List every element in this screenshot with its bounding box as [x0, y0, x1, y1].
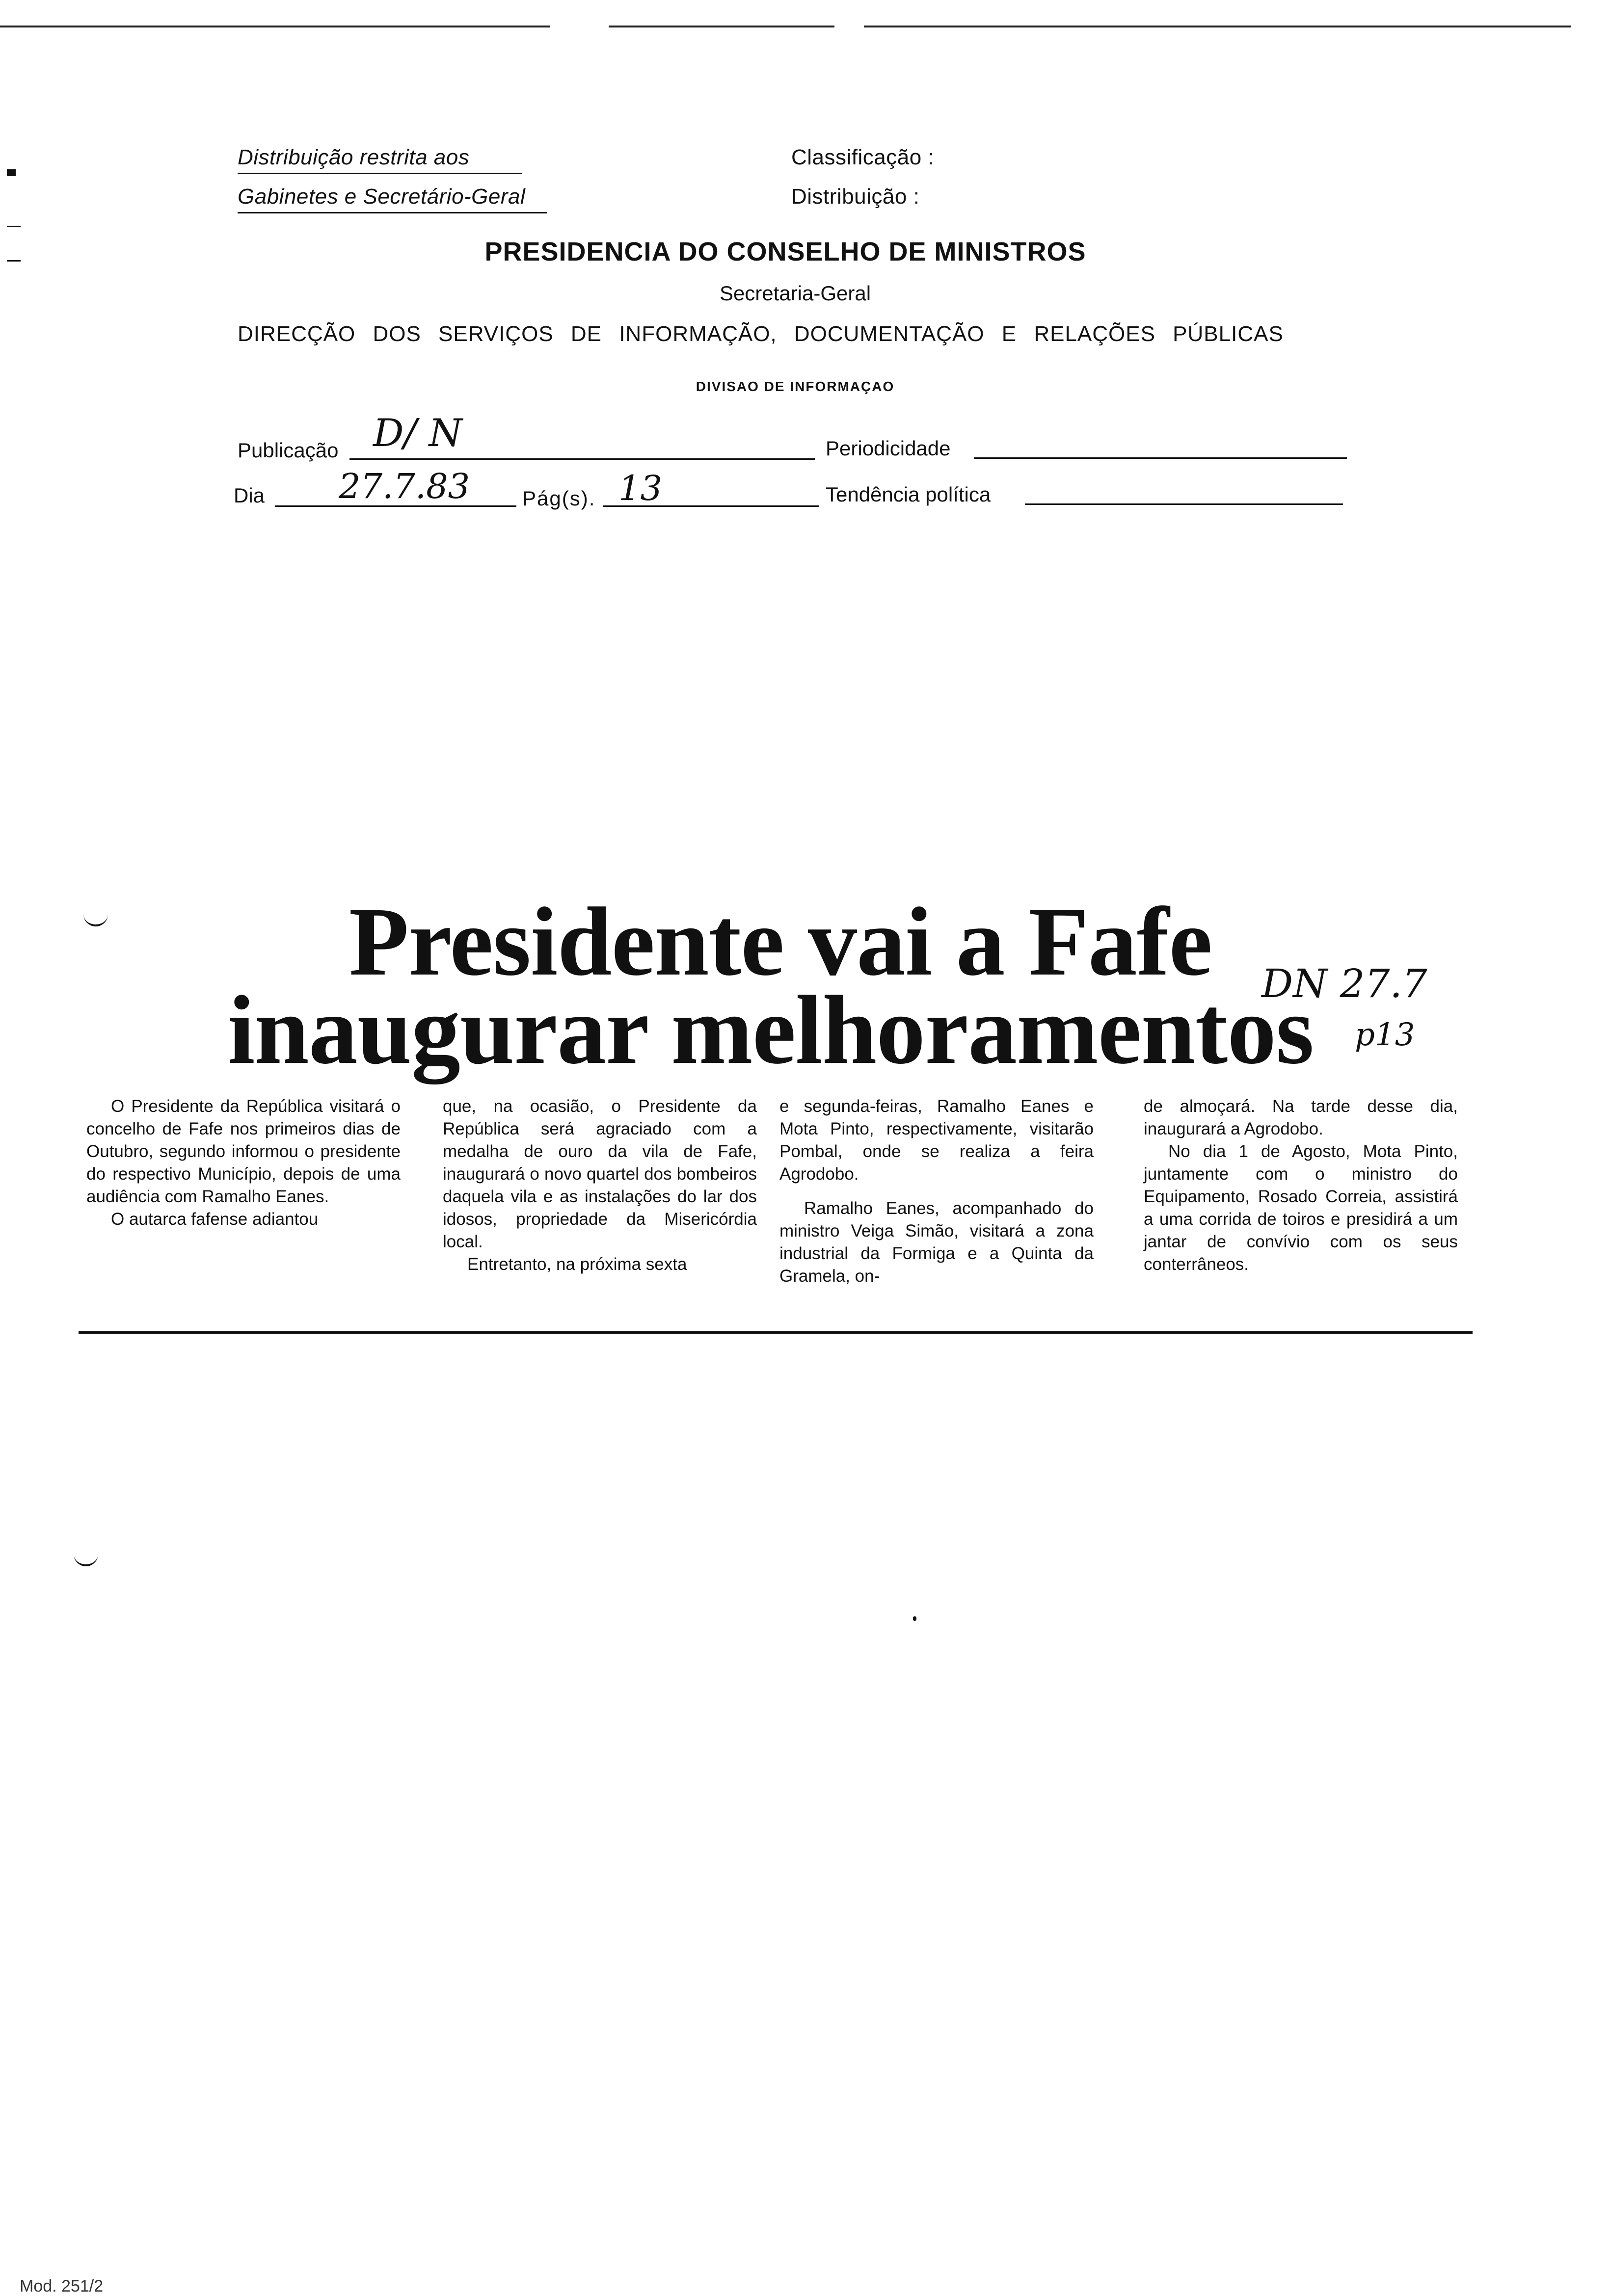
- publicacao-line[interactable]: [349, 458, 815, 460]
- tendencia-label: Tendência política: [826, 483, 991, 506]
- classificacao-label: Classificação :: [791, 145, 935, 169]
- distribution-note-line2: Gabinetes e Secretário-Geral: [238, 185, 526, 209]
- col4-paragraph: de almoçará. Na tarde desse dia, inaugurará a Agrodobo.: [1144, 1097, 1458, 1138]
- secretariat-text: Secretaria-Geral: [719, 282, 871, 305]
- distribution-underline: [238, 173, 522, 174]
- form-code: Mod. 251/2: [20, 2277, 104, 2296]
- periodicidade-label: Periodicidade: [826, 437, 951, 460]
- col3-paragraph: e segunda-feiras, Ramalho Eanes e Mota Pinto, respectivamente, visitarão Pombal, onde se realiza a feira Agrodobo.: [779, 1097, 1094, 1184]
- margin-mark: [7, 169, 16, 176]
- headline-line2: inaugurar melhoramentos: [227, 976, 1314, 1084]
- margin-mark: [7, 226, 21, 227]
- headline-line1: Presidente vai a Fafe: [349, 888, 1212, 996]
- article-column-4: [1144, 1095, 1458, 1276]
- institution-title-text: PRESIDENCIA DO CONSELHO DE MINISTROS: [484, 237, 1086, 266]
- pags-handwritten: 13: [618, 468, 663, 508]
- periodicidade-line[interactable]: [974, 457, 1347, 459]
- col2-paragraph: que, na ocasião, o Presidente da República será agraciado com a medalha de ouro da vila de Fafe, inaugurará o novo quartel dos bombeiros daquela vila e as instalações do lar dos idosos, propriedade da Misericórdia local.: [443, 1097, 757, 1251]
- distribuicao-label: Distribuição :: [791, 185, 920, 209]
- col3-paragraph: Ramalho Eanes, acompanhado do ministro Veiga Simão, visitará a zona industrial da Formiga e a Quinta da Gramela, on-: [779, 1199, 1094, 1286]
- article-headline: [157, 888, 1384, 1084]
- margin-mark: [74, 1553, 98, 1566]
- handwritten-page-note: p13: [1355, 1017, 1415, 1053]
- article-column-1: [86, 1095, 401, 1231]
- dia-label: Dia: [234, 484, 265, 507]
- col4-paragraph: No dia 1 de Agosto, Mota Pinto, juntamente com o ministro do Equipamento, Rosado Correia, assistirá a uma corrida de toiros e presidirá a um jantar de convívio com os seus conterrâneos.: [1144, 1142, 1458, 1274]
- col2-paragraph: Entretanto, na próxima sexta: [467, 1255, 687, 1274]
- top-rule-center: [609, 26, 834, 27]
- division-text: DIVISAO DE INFORMAÇAO: [696, 379, 895, 394]
- tendencia-line[interactable]: [1025, 503, 1343, 505]
- publicacao-handwritten: D/ N: [373, 411, 462, 455]
- article-column-2: [443, 1095, 757, 1276]
- directorate-line: DIRECÇÃO DOS SERVIÇOS DE INFORMAÇÃO, DOCUMENTAÇÃO E RELAÇÕES PÚBLICAS: [238, 322, 1284, 346]
- scan-speck: [913, 1616, 916, 1621]
- dia-handwritten: 27.7.83: [339, 466, 470, 506]
- article-column-3: [779, 1095, 1094, 1288]
- publicacao-label: Publicação: [238, 439, 339, 462]
- clipping-bottom-rule: [79, 1331, 1473, 1334]
- pags-label: Pág(s).: [522, 487, 596, 510]
- distribution-underline: [238, 212, 547, 213]
- top-rule-left: [0, 26, 550, 27]
- margin-mark: [83, 913, 108, 926]
- col1-paragraph: O autarca fafense adiantou: [111, 1210, 319, 1229]
- secretariat-label: [0, 282, 1610, 305]
- division-label: [0, 379, 1610, 395]
- col1-paragraph: O Presidente da República visitará o concelho de Fafe nos primeiros dias de Outubro, segundo informou o presidente do respectivo Município, depois de uma audiência com Ramalho Eanes.: [86, 1097, 401, 1206]
- top-rule-right: [864, 26, 1571, 27]
- distribution-note-line1: Distribuição restrita aos: [238, 145, 470, 169]
- institution-title: [0, 237, 1610, 267]
- handwritten-source-note: DN 27.7: [1261, 961, 1427, 1006]
